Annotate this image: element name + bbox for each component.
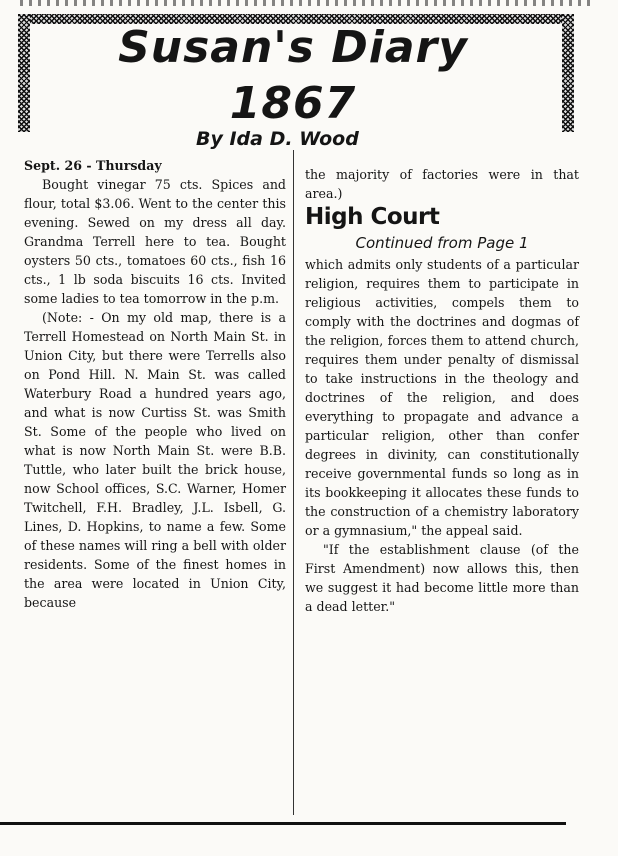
article-title-year: 1867 bbox=[229, 78, 357, 129]
high-court-paragraph: "If the establishment clause (of the First Amendment) now allows this, then we suggest it had become little more than a dead letter." bbox=[305, 542, 579, 614]
column-divider bbox=[293, 150, 294, 815]
article-title: Susan's Diary bbox=[118, 22, 468, 73]
diary-entry: Bought vinegar 75 cts. Spices and flour, total $3.06. Went to the center this evening. Sewed on my dress all day. Grandma Terrell here to tea. Bought oysters 50 cts., tomatoes 60 cts., fish 16 cts., 1 lb soda biscuits 16 cts. Invited some ladies to tea tomorrow in the p.m. bbox=[24, 177, 286, 306]
right-column bbox=[305, 165, 579, 616]
diary-date: Sept. 26 - Thursday bbox=[24, 158, 162, 173]
diary-note: (Note: - On my old map, there is a Terrell Homestead on North Main St. in Union City, but there were Terrells also on Pond Hill. N. Main St. was called Waterbury Road a hundred years ago, and what is now Curtiss St. was Smith St. Some of the people who lived on what is now North Main St. were B.B. Tuttle, who later built the brick house, now School offices, S.C. Warner, Homer Twitchell, F.H. Bradley, J.L. Isbell, G. Lines, D. Hopkins, to name a few. Some of these names will ring a bell with older residents. Some of the finest homes in the area were located in Union City, because bbox=[24, 310, 286, 610]
diary-note-continued: the majority of factories were in that area.) bbox=[305, 167, 579, 201]
continued-from-label: Continued from Page 1 bbox=[355, 234, 529, 252]
bottom-rule bbox=[0, 822, 566, 825]
byline: By Ida D. Wood bbox=[196, 128, 359, 150]
diary-column bbox=[24, 156, 286, 612]
high-court-paragraph: which admits only students of a particular religion, requires them to participate in religious activities, compels them to comply with the doctrines and dogmas of the religion, forces them to attend church, requires them under penalty of dismissal to take instructions in the theology and doctrines of the religion, and does everything to propagate and advance a particular religion, other than confer degrees in divinity, can constitutionally receive governmental funds so long as in its bookkeeping it allocates these funds to the construction of a chemistry laboratory or a gymnasium," the appeal said. bbox=[305, 257, 579, 538]
high-court-heading: High Court bbox=[305, 204, 440, 230]
page-top-edge bbox=[20, 0, 590, 6]
